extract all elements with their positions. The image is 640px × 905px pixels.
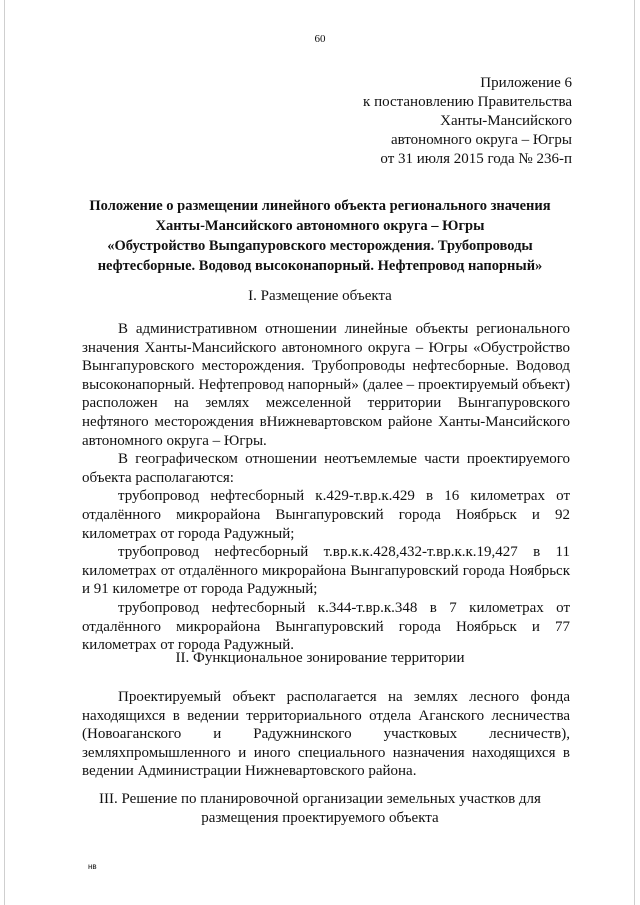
paragraph: трубопровод нефтесборный к.344-т.вр.к.348 в 7 километрах от отдалённого микрорайона Вынгапуровский города Ноябрьск и 77 километрах от города Радужный.	[82, 599, 570, 654]
scan-edge-left	[4, 0, 5, 905]
title-line: Положение о размещении линейного объекта регионального значения	[89, 198, 551, 214]
paragraph: В географическом отношении неотъемлемые части проектируемого объекта располагаются:	[82, 451, 570, 486]
heading-line: размещения проектируемого объекта	[201, 810, 439, 826]
appendix-line: автономного округа – Югры	[390, 132, 572, 148]
appendix-line: Приложение 6	[480, 75, 572, 91]
appendix-line: от 31 июля 2015 года № 236-п	[380, 151, 572, 167]
appendix-block	[330, 74, 572, 169]
appendix-line: к постановлению Правительства	[363, 94, 572, 110]
paragraph: трубопровод нефтесборный т.вр.к.к.428,432-т.вр.к.к.19,427 в 11 километрах от отдалённого микрорайона Вынгапуровский города Ноябрьск и 91 километре от города Радужный;	[82, 544, 570, 598]
footer-mark: нв	[88, 862, 97, 871]
page-number: 60	[314, 33, 326, 45]
title-line: нефтесборные. Водовод высоконапорный. Нефтепровод напорный»	[97, 258, 543, 274]
document-title	[64, 196, 576, 276]
section-1-body	[82, 320, 570, 655]
section-3-heading	[64, 790, 576, 828]
title-line: Ханты-Мансийского автономного округа – Югры	[155, 218, 485, 234]
heading-line: III. Решение по планировочной организации земельных участков для	[99, 791, 541, 807]
section-2-heading: II. Функциональное зонирование территории	[175, 650, 465, 666]
scan-edge-right	[634, 0, 635, 905]
paragraph: Проектируемый объект располагается на землях лесного фонда находящихся в ведении территориального отдела Аганского лесничества (Новоаганского и Радужнинского участковых лесничеств), земляхпромышленного и иного специального назначения находящихся в ведении Администрации Нижневартовского района.	[82, 689, 570, 780]
title-line: «Обустройство Выngапуровского месторождения. Трубопроводы	[107, 238, 533, 254]
section-1-heading: I. Размещение объекта	[248, 288, 392, 304]
paragraph: трубопровод нефтесборный к.429-т.вр.к.429 в 16 километрах от отдалённого микрорайона Вынгапуровский города Ноябрьск и 92 километрах от города Радужный;	[82, 488, 570, 542]
section-2-body	[82, 688, 570, 781]
appendix-line: Ханты-Мансийского	[440, 113, 572, 129]
paragraph: В административном отношении линейные объекты регионального значения Ханты-Мансийского автономного округа – Югры «Обустройство Вынгапуровского месторождения. Трубопроводы нефтесборные. Водовод высоконапорный. Нефтепровод напорный» (далее – проектируемый объект) расположен на землях межселенной территории Вынгапуровского нефтяного месторождения вНижневартовском районе Ханты-Мансийского автономного округа – Югры.	[82, 321, 570, 449]
